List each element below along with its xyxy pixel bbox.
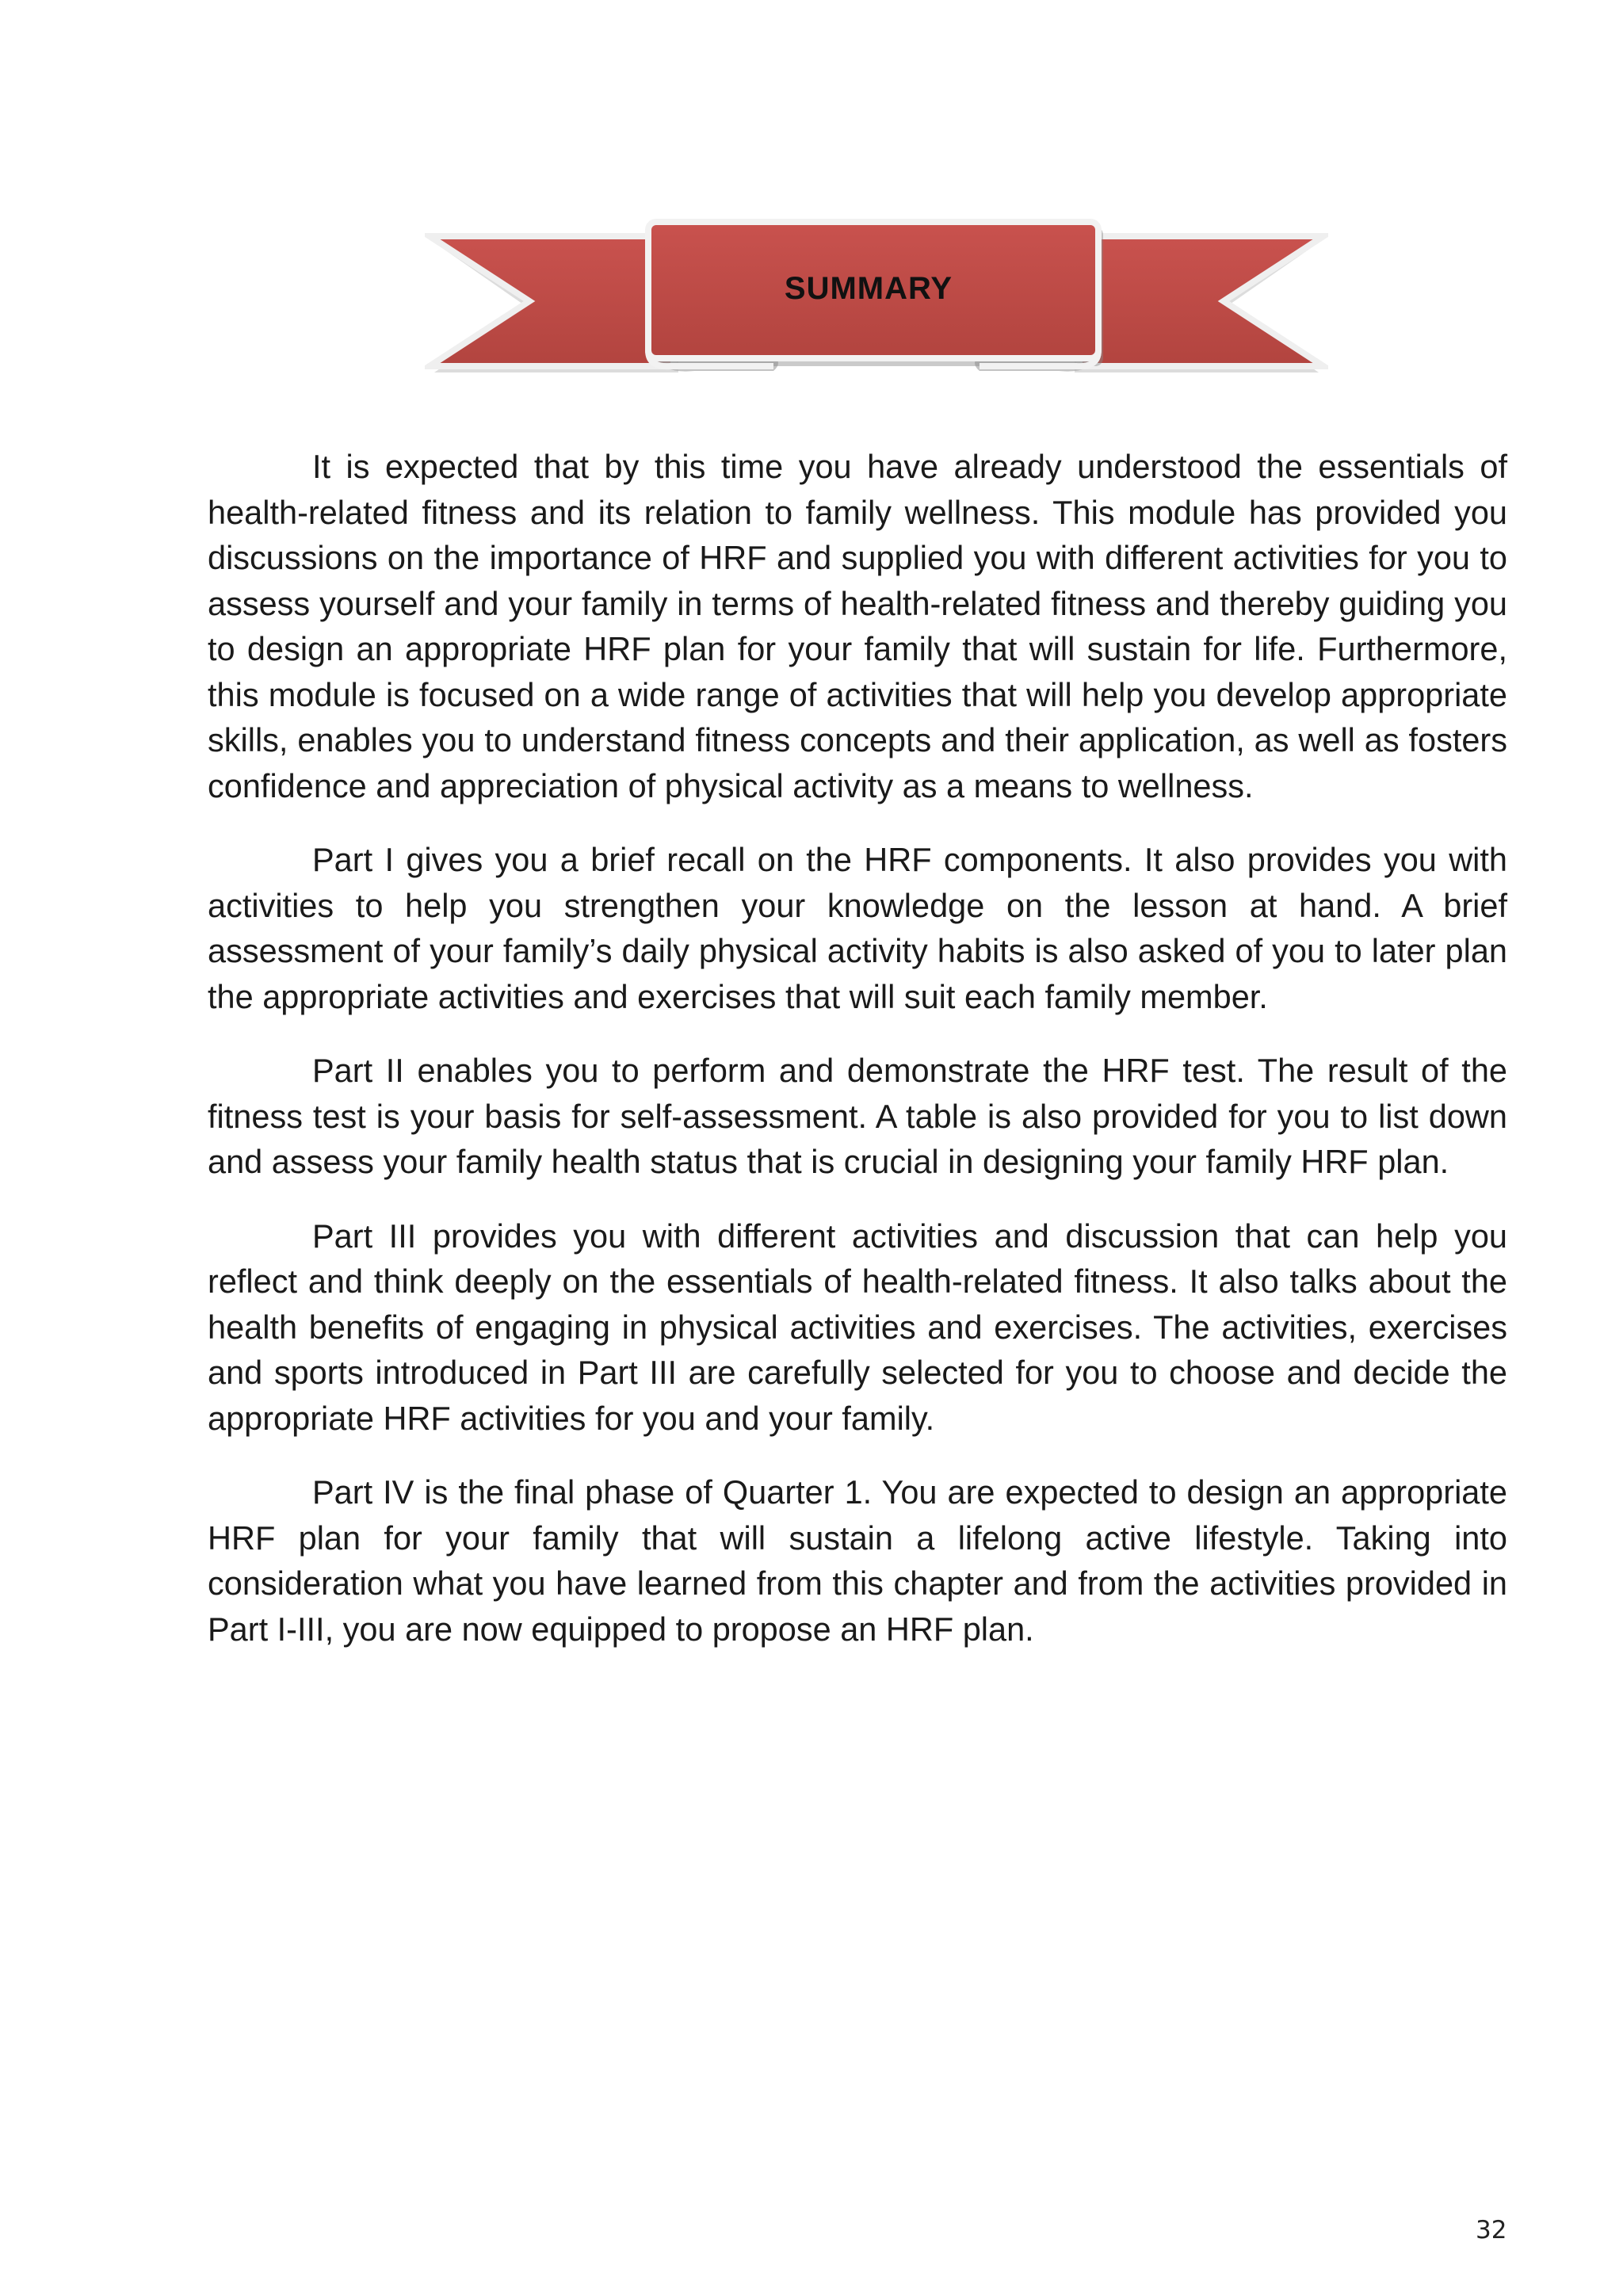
paragraph-intro: It is expected that by this time you have already understood the essentials of health-related fitness and its relation to family wellness. This module has provided you discussions on the importance of HRF and supplied you with different activities for you to assess yourself and your family in terms of health-related fitness and thereby guiding you to design an appropriate HRF plan for your family that will sustain for life. Furthermore, this module is focused on a wide range of activities that will help you develop appropriate skills, enables you to understand fitness concepts and their application, as well as fosters confidence and appreciation of physical activity as a means to wellness. xyxy=(208,448,1507,804)
summary-title: SUMMARY xyxy=(784,271,953,306)
summary-body xyxy=(208,444,1507,1680)
ribbon-right-tail xyxy=(1079,236,1323,366)
paragraph-part-4: Part IV is the final phase of Quarter 1. You are expected to design an appropriate HRF plan for your family that will sustain a lifelong active lifestyle. Taking into consideration what you have learned from this chapter and from the activities provided in Part I-III, you are now equipped to propose an HRF plan. xyxy=(208,1473,1507,1648)
page-number: 32 xyxy=(1476,2216,1507,2244)
paragraph-part-1: Part I gives you a brief recall on the HRF components. It also provides you with activities to help you strengthen your knowledge on the lesson at hand. A brief assessment of your family’s daily physical activity habits is also asked of you to later plan the appropriate activities and exercises that will suit each family member. xyxy=(208,841,1507,1015)
paragraph-part-2: Part II enables you to perform and demonstrate the HRF test. The result of the fitness test is your basis for self-assessment. A table is also provided for you to list down and assess your family health status that is crucial in designing your family HRF plan. xyxy=(208,1052,1507,1180)
paragraph-part-3: Part III provides you with different activities and discussion that can help you reflect and think deeply on the essentials of health-related fitness. It also talks about the health benefits of engaging in physical activities and exercises. The activities, exercises and sports introduced in Part III are carefully selected for you to choose and decide the appropriate HRF activities for you and your family. xyxy=(208,1217,1507,1437)
summary-banner xyxy=(425,216,1328,374)
ribbon-left-tail xyxy=(430,236,674,366)
